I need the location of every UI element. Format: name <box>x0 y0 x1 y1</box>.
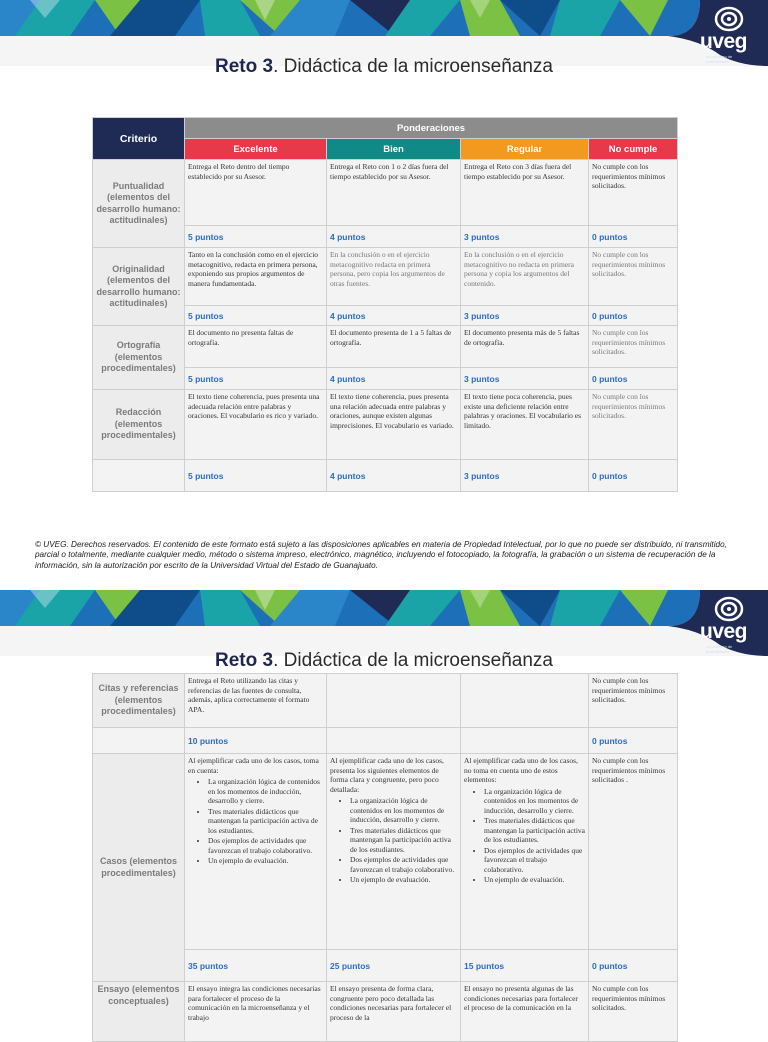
table-row <box>93 674 678 728</box>
uveg-logo <box>696 594 760 654</box>
cell-bien: El texto tiene coherencia, pues presenta una relación adecuada entre palabras y oraciones, aunque existen algunas imprecisiones. El vocabulario es variado. <box>327 390 461 460</box>
cell-regular: Entrega el Reto con 3 días fuera del tiempo establecido por su Asesor. <box>461 160 589 226</box>
rubric-table-page-2 <box>92 673 678 1042</box>
cell-no-cumple: No cumple con los requerimientos mínimos solicitados. <box>589 160 678 226</box>
brand-name: uveg <box>700 620 748 643</box>
points-excelente: 5 puntos <box>185 306 327 326</box>
points-no-cumple: 0 puntos <box>589 950 678 982</box>
list-item: • Dos ejemplos de actividades que favorezcan el trabajo colaborativo. <box>350 855 457 874</box>
header-ponderaciones: Ponderaciones <box>185 118 678 139</box>
criterio-ortografia: Ortografía (elementos procedimentales) <box>93 326 185 390</box>
cell-no-cumple: No cumple con los requerimientos mínimos solicitados . <box>589 754 678 950</box>
points-excelente: 5 puntos <box>185 368 327 390</box>
cell-bien: Entrega el Reto con 1 o 2 días fuera del tiempo establecido por su Asesor. <box>327 160 461 226</box>
points-row <box>93 728 678 754</box>
points-no-cumple: 0 puntos <box>589 728 678 754</box>
casos-regular-list <box>464 787 585 885</box>
cell-bien: El ensayo presenta de forma clara, congruente pero poco detallada las condiciones necesarias para fortalecer el proceso de la <box>327 982 461 1042</box>
cell-regular: El documento presenta más de 5 faltas de ortografía. <box>461 326 589 368</box>
points-bien: 4 puntos <box>327 226 461 248</box>
criterio-originalidad: Originalidad (elementos del desarrollo humano: actitudinales) <box>93 248 185 326</box>
page-title-rest: . Didáctica de la microenseñanza <box>273 650 553 671</box>
points-regular: 15 puntos <box>461 950 589 982</box>
page-title <box>0 56 768 78</box>
page-title-rest: . Didáctica de la microenseñanza <box>273 56 553 77</box>
cell-no-cumple: No cumple con los requerimientos mínimos solicitados. <box>589 390 678 460</box>
casos-regular-intro: Al ejemplificar cada uno de los casos, no toma en cuenta uno de estos elementos: <box>464 756 578 784</box>
list-item: • Tres materiales didácticos que mantengan la participación activa de los estudiantes. <box>350 826 457 855</box>
cell-regular <box>461 674 589 728</box>
table-row <box>93 160 678 226</box>
points-no-cumple: 0 puntos <box>589 460 678 492</box>
cell-regular <box>461 754 589 950</box>
header-bien: Bien <box>327 139 461 160</box>
casos-bien-list <box>330 796 457 885</box>
points-empty <box>93 728 185 754</box>
points-no-cumple: 0 puntos <box>589 368 678 390</box>
list-item: • Dos ejemplos de actividades que favorezcan el trabajo colaborativo. <box>208 836 323 855</box>
table-row <box>93 982 678 1042</box>
points-row <box>93 460 678 492</box>
points-bien <box>327 728 461 754</box>
list-item: • Un ejemplo de evaluación. <box>208 856 323 866</box>
cell-excelente: El texto tiene coherencia, pues presenta una adecuada relación entre palabras y oraciones. El vocabulario es rico y variado. <box>185 390 327 460</box>
uveg-swirl-icon <box>714 596 744 622</box>
list-item: • Dos ejemplos de actividades que favorezcan el trabajo colaborativo. <box>484 846 585 875</box>
table-row <box>93 390 678 460</box>
points-no-cumple: 0 puntos <box>589 306 678 326</box>
cell-bien <box>327 754 461 950</box>
header-excelente: Excelente <box>185 139 327 160</box>
cell-regular: En la conclusión o en el ejercicio metacognitivo no redacta en primera persona y copia los argumentos del contenido. <box>461 248 589 306</box>
criterio-casos: Casos (elementos procedimentales) <box>93 754 185 982</box>
criterio-redaccion: Redacción (elementos procedimentales) <box>93 390 185 460</box>
header-no-cumple: No cumple <box>589 139 678 160</box>
criterio-ensayo: Ensayo (elementos conceptuales) <box>93 982 185 1042</box>
cell-excelente: Entrega el Reto utilizando las citas y referencias de las fuentes de consulta, además, aplica correctamente el formato APA. <box>185 674 327 728</box>
points-bien: 25 puntos <box>327 950 461 982</box>
list-item: • La organización lógica de contenidos en los momentos de inducción, desarrollo y cierre. <box>350 796 457 825</box>
brand-tagline: un universo de posibilidades <box>706 54 733 64</box>
list-item: • Un ejemplo de evaluación. <box>350 875 457 885</box>
points-bien: 4 puntos <box>327 306 461 326</box>
points-excelente: 5 puntos <box>185 460 327 492</box>
points-regular: 3 puntos <box>461 306 589 326</box>
copyright-notice: © UVEG. Derechos reservados. El contenido de este formato está sujeto a las disposiciones aplicables en materia de Propiedad Intelectual, por lo que no puede ser distribuido, ni transmitido, parcial o totalmente, mediante cualquier medio, método o sistema impreso, electrónico, magnético, incluyendo el fotocopiado, la fotografía, la grabación o un sistema de recuperación de la información, sin la autorización por escrito de la Universidad Virtual del Estado de Guanajuato. <box>35 540 727 570</box>
cell-excelente: Entrega el Reto dentro del tiempo establecido por su Asesor. <box>185 160 327 226</box>
points-no-cumple: 0 puntos <box>589 226 678 248</box>
points-bien: 4 puntos <box>327 460 461 492</box>
brand-name: uveg <box>700 30 748 53</box>
page-title <box>0 650 768 672</box>
points-bien: 4 puntos <box>327 368 461 390</box>
cell-excelente: Tanto en la conclusión como en el ejercicio metacognitivo, redacta en primera persona, exponiendo sus propios argumentos de manera fundamentada. <box>185 248 327 306</box>
cell-excelente: El documento no presenta faltas de ortografía. <box>185 326 327 368</box>
cell-no-cumple: No cumple con los requerimientos mínimos solicitados. <box>589 674 678 728</box>
criterio-citas: Citas y referencias (elementos procedimentales) <box>93 674 185 728</box>
uveg-swirl-icon <box>714 6 744 32</box>
uveg-logo <box>696 4 760 64</box>
list-item: • Tres materiales didácticos que mantengan la participación activa de los estudiantes. <box>484 816 585 845</box>
cell-no-cumple: No cumple con los requerimientos mínimos solicitados. <box>589 982 678 1042</box>
points-regular: 3 puntos <box>461 368 589 390</box>
cell-no-cumple: No cumple con los requerimientos mínimos solicitados. <box>589 326 678 368</box>
criterio-puntualidad: Puntualidad (elementos del desarrollo humano: actitudinales) <box>93 160 185 248</box>
cell-regular: El texto tiene poca coherencia, pues existe una deficiente relación entre palabras y oraciones. El vocabulario es limitado. <box>461 390 589 460</box>
casos-excelente-list <box>188 777 323 866</box>
page-title-bold: Reto 3 <box>215 650 274 671</box>
brand-tagline: un universo de posibilidades <box>706 644 733 654</box>
table-row <box>93 326 678 368</box>
cell-no-cumple: No cumple con los requerimientos mínimos solicitados. <box>589 248 678 306</box>
rubric-table-page-1 <box>92 117 678 492</box>
cell-bien: El documento presenta de 1 a 5 faltas de ortografía. <box>327 326 461 368</box>
list-item: • Tres materiales didácticos que mantengan la participación activa de los estudiantes. <box>208 807 323 836</box>
header-regular: Regular <box>461 139 589 160</box>
page-title-bold: Reto 3 <box>215 56 274 77</box>
list-item: • La organización lógica de contenidos en los momentos de inducción, desarrollo y cierre. <box>484 787 585 816</box>
cell-bien <box>327 674 461 728</box>
list-item: • La organización lógica de contenidos en los momentos de inducción, desarrollo y cierre. <box>208 777 323 806</box>
points-regular <box>461 728 589 754</box>
cell-excelente: El ensayo integra las condiciones necesarias para fortalecer el proceso de la comunicación en la microenseñanza y el trabajo <box>185 982 327 1042</box>
points-regular: 3 puntos <box>461 460 589 492</box>
casos-bien-intro: Al ejemplificar cada uno de los casos, presenta los siguientes elementos de forma clara y congruente, pero poco detallada: <box>330 756 444 794</box>
points-excelente: 5 puntos <box>185 226 327 248</box>
points-excelente: 10 puntos <box>185 728 327 754</box>
points-regular: 3 puntos <box>461 226 589 248</box>
header-criterio: Criterio <box>93 118 185 160</box>
points-excelente: 35 puntos <box>185 950 327 982</box>
cell-regular: El ensayo no presenta algunas de las condiciones necesarias para fortalecer el proceso de la comunicación en la <box>461 982 589 1042</box>
table-row <box>93 248 678 306</box>
points-empty <box>93 460 185 492</box>
table-row <box>93 754 678 950</box>
list-item: • Un ejemplo de evaluación. <box>484 875 585 885</box>
casos-excelente-intro: Al ejemplificar cada uno de los casos, toma en cuenta: <box>188 756 319 775</box>
cell-excelente <box>185 754 327 950</box>
cell-bien: En la conclusión o en el ejercicio metacognitivo redacta en primera persona, pero copia los argumentos de otras fuentes. <box>327 248 461 306</box>
